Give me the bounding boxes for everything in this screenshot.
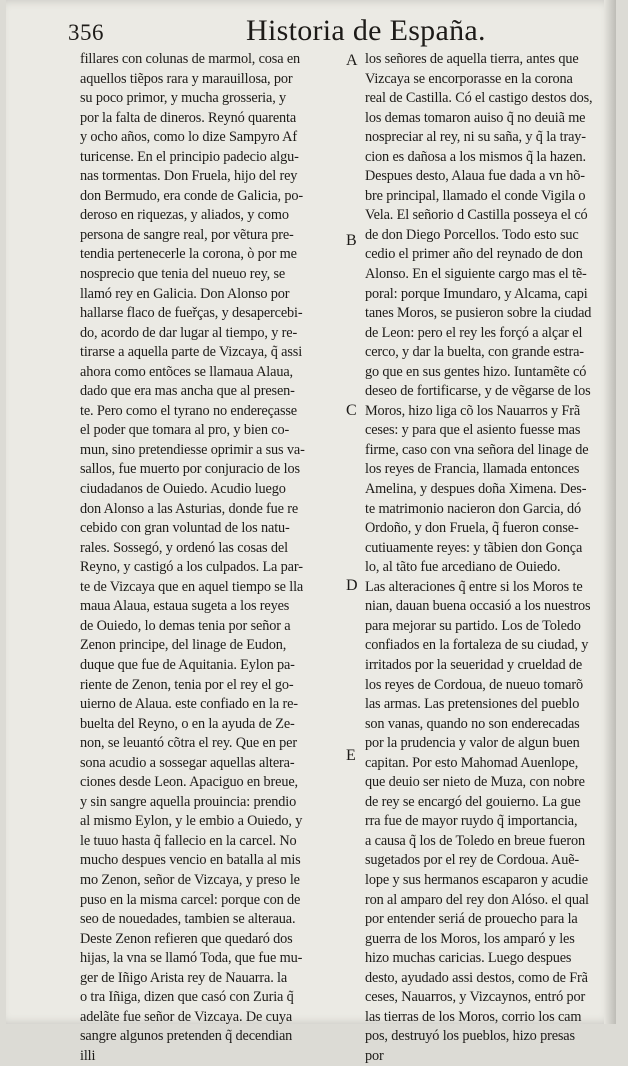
- text-line: o tra Iñiga, dizen que casó con Zuria q̃: [80, 989, 294, 1006]
- text-line: sangre algunos pretenden q̃ decendian: [80, 1028, 293, 1045]
- text-line: ron al amparo del rey don Alóso. el qual: [365, 891, 589, 908]
- text-line: de Leon: pero el rey les forçó a alçar el: [365, 324, 583, 341]
- text-line: al mismo Eylon, y le embio a Ouiedo, y: [80, 813, 303, 830]
- text-line: a causa q̃ los de Toledo en breue fueron: [365, 832, 585, 849]
- text-line: real de Castilla. Có el castigo destos dos,: [365, 90, 593, 107]
- text-line: ceses: y para que el asiento fuesse mas: [365, 422, 581, 439]
- text-line: cebido con gran voluntad de los natu-: [80, 520, 290, 537]
- text-line: por la prudencia y valor de algun buen: [365, 735, 580, 752]
- text-line: que deuio ser nieto de Muza, con nobre: [365, 774, 585, 791]
- text-line: de don Diego Porcellos. Todo esto suc: [365, 226, 579, 243]
- text-line: poral: porque Imundaro, y Alcama, capi: [365, 285, 588, 302]
- text-line: ahora como entõces se llamaua Alaua,: [80, 363, 293, 380]
- text-line: aquellos tiẽpos rara y marauillosa, por: [80, 70, 293, 87]
- text-line: fillares con colunas de marmol, cosa en: [80, 51, 301, 67]
- text-line: tendia pertenecerle la corona, ò por me: [80, 246, 297, 263]
- text-line: don Bermudo, era conde de Galicia, po-: [80, 187, 303, 204]
- text-line: le tuuo hasta q̃ fallecio en la carcel. No: [80, 832, 297, 849]
- text-line: deroso en riquezas, y aliados, y como: [80, 207, 289, 224]
- text-line: sallos, fue muerto por conjuracio de los: [80, 461, 300, 478]
- text-line: cerco, y dar la buelta, con grande estra-: [365, 344, 584, 361]
- text-line: non, se leuantó cõtra el rey. Que en per: [80, 735, 297, 752]
- text-line: te matrimonio nacieron don Garcia, dó: [365, 500, 581, 517]
- text-line: Deste Zenon refieren que quedaró dos: [80, 930, 293, 947]
- page-gutter-shadow: [604, 0, 616, 1024]
- text-line: Vela. El señorio d Castilla posseya el có: [365, 207, 588, 224]
- text-line: hallarse flaco de fueřças, y desapercebi-: [80, 305, 303, 322]
- text-line: Amelina, y despues doña Ximena. Des-: [365, 481, 587, 498]
- text-line: por entender seriá de prouecho para la: [365, 911, 578, 928]
- text-line: Reyno, y castigó a los culpados. La par-: [80, 559, 303, 576]
- text-line: guerra de los Moros, los amparó y les: [365, 930, 575, 947]
- text-line: cutiuamente reyes: y tãbien don Gonça: [365, 539, 583, 556]
- text-line: el poder que tomara al pro, y bien co-: [80, 422, 290, 439]
- text-line: de Ouiedo, lo demas tenia por señor a: [80, 617, 291, 634]
- text-line: adelãte fue señor de Vizcaya. De cuya: [80, 1008, 293, 1025]
- text-line: seo de nouedades, tambien se alteraua.: [80, 911, 296, 928]
- text-line: y sin sangre aquella prouincia: prendio: [80, 793, 297, 810]
- text-line: sugetados por el rey de Cordoua. Auẽ-: [365, 852, 580, 869]
- text-line: los demas tomaron auiso q̃ no deuiã me: [365, 109, 586, 126]
- text-line: ceses, Nauarros, y Vizcaynos, entró por: [365, 989, 586, 1006]
- text-line: por: [365, 1047, 384, 1064]
- text-line: persona de sangre real, por vẽtura pre-: [80, 226, 294, 243]
- text-line: tirarse a aquella parte de Vizcaya, q̃ assi: [80, 344, 303, 361]
- text-line: te de Vizcaya que en aquel tiempo se lla: [80, 578, 304, 595]
- text-line: mun, sino pretendiesse oprimir a sus va-: [80, 441, 305, 458]
- right-text-column: [365, 50, 617, 1066]
- text-line: tanes Moros, se pusieron sobre la ciudad: [365, 305, 592, 322]
- text-line: de rey se encargó del gouierno. La gue: [365, 793, 581, 810]
- page-number: 356: [68, 20, 104, 45]
- left-text-column: [80, 50, 348, 1066]
- text-line: deseo de fortificarse, y de vẽgarse de los: [365, 383, 591, 400]
- text-line: y ocho años, como lo dize Sampyro Af: [80, 129, 297, 146]
- text-line: cion es dañosa a los mismos q̃ la hazen.: [365, 148, 586, 165]
- margin-letter-a: A: [346, 52, 358, 69]
- text-line: Vizcaya se encorporasse en la corona: [365, 70, 573, 87]
- margin-letter-e: E: [346, 747, 356, 764]
- text-line: mucho despues vencio en batalla al mis: [80, 852, 301, 869]
- text-line: nosprecio que tenia del nueuo rey, se: [80, 266, 286, 283]
- margin-letter-d: D: [346, 577, 358, 594]
- text-line: para mejorar su partido. Los de Toledo: [365, 617, 581, 634]
- text-line: nospreciar al rey, ni su saña, y q̃ la tray-: [365, 129, 586, 146]
- margin-letter-b: B: [346, 232, 357, 249]
- text-line: te. Pero como el tyrano no endereçasse: [80, 402, 298, 419]
- text-line: maua Alaua, estaua sugeta a los reyes: [80, 598, 290, 615]
- text-line: Despues desto, Alaua fue dada a vn hõ-: [365, 168, 585, 185]
- text-line: capitan. Por esto Mahomad Auenlope,: [365, 754, 579, 771]
- text-line: lope y sus hermanos escaparon y acudie: [365, 871, 588, 888]
- text-line: ciones desde Leon. Apaciguo en breue,: [80, 774, 298, 791]
- text-line: ger de Iñigo Arista rey de Nauarra. la: [80, 969, 288, 986]
- text-line: firme, caso con vna señora del linage de: [365, 441, 589, 458]
- text-line: don Alonso a las Asturias, donde fue re: [80, 500, 299, 517]
- text-line: sona acudio a sossegar aquellas altera-: [80, 754, 295, 771]
- text-line: hizo muchas caricias. Luego despues: [365, 950, 572, 967]
- text-line: Las alteraciones q̃ entre si los Moros te: [365, 578, 583, 595]
- text-line: rra fue de mayor ruydo q̃ importancia,: [365, 813, 578, 830]
- text-line: irritados por la seueridad y crueldad de: [365, 656, 583, 673]
- text-line: confiados en la fortaleza de su ciudad, y: [365, 637, 589, 654]
- text-line: mo Zenon, señor de Vizcaya, y preso le: [80, 871, 300, 888]
- text-line: turicense. En el principio padecio algu-: [80, 148, 299, 165]
- text-line: las armas. Las pretensiones del pueblo: [365, 696, 580, 713]
- text-line: los reyes de Francia, llamada entonces: [365, 461, 580, 478]
- text-line: ciudadanos de Ouiedo. Acudio luego: [80, 481, 286, 498]
- text-line: son vanas, quando no son enderecadas: [365, 715, 580, 732]
- running-title: Historia de España.: [246, 14, 486, 47]
- text-line: los señores de aquella tierra, antes que: [365, 51, 579, 67]
- text-line: su poco primor, y mucha grosseria, y: [80, 90, 287, 107]
- text-line: Alonso. En el siguiente cargo mas el tẽ-: [365, 266, 587, 283]
- text-line: illi: [80, 1047, 96, 1064]
- text-line: por la falta de dineros. Reynó quarenta: [80, 109, 297, 126]
- text-line: bre principal, llamado el conde Vigila o: [365, 187, 586, 204]
- text-line: Zenon principe, del linage de Eudon,: [80, 637, 287, 654]
- text-line: rales. Sossegó, y ordenó las cosas del: [80, 539, 288, 556]
- margin-letter-c: C: [346, 402, 357, 419]
- text-line: dado que era mas ancha que al presen-: [80, 383, 295, 400]
- text-line: llamó rey en Galicia. Don Alonso por: [80, 285, 290, 302]
- text-line: go que en sus gentes hizo. Iuntamẽte có: [365, 363, 587, 380]
- text-line: duque que fue de Aquitania. Eylon pa-: [80, 656, 295, 673]
- text-line: los reyes de Cordoua, de nueuo tomarõ: [365, 676, 583, 693]
- text-line: desto, ayudado assi destos, como de Frã: [365, 969, 588, 986]
- text-line: lo, al tãto fue arcediano de Ouiedo.: [365, 559, 561, 576]
- text-line: pos, destruyó los pueblos, hizo presas: [365, 1028, 575, 1045]
- book-page: [6, 0, 616, 1064]
- text-line: puso en la misma carcel: porque con de: [80, 891, 301, 908]
- text-line: Moros, hizo liga cõ los Nauarros y Frã: [365, 402, 581, 419]
- text-line: hijas, la vna se llamó Toda, que fue mu-: [80, 950, 303, 967]
- text-line: do, acordo de dar lugar al tiempo, y re-: [80, 324, 298, 341]
- text-line: buelta del Reyno, o en la ayuda de Ze-: [80, 715, 295, 732]
- text-line: nas tormentas. Don Fruela, hijo del rey: [80, 168, 298, 185]
- text-line: riente de Zenon, tenia por el rey el go-: [80, 676, 294, 693]
- text-line: nian, dauan buena occasió a los nuestros: [365, 598, 591, 615]
- text-line: las tierras de los Moros, corrio los cam: [365, 1008, 582, 1025]
- text-line: Ordoño, y don Fruela, q̃ fueron conse-: [365, 520, 579, 537]
- text-line: cedio el primer año del reynado de don: [365, 246, 583, 263]
- text-line: uierno de Alaua. este confiado en la re-: [80, 696, 298, 713]
